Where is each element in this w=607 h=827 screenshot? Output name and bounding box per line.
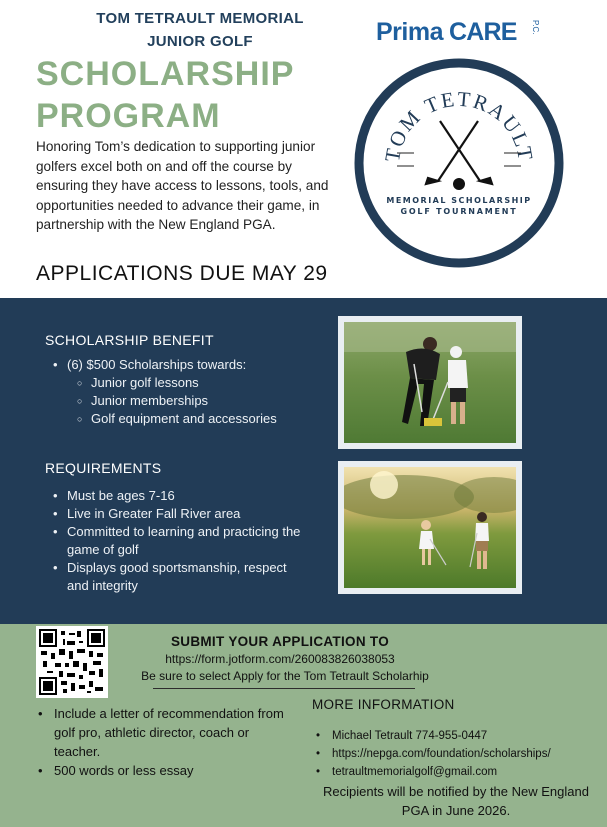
contact-email-link[interactable]: • tetraultmemorialgolf@gmail.com bbox=[316, 763, 606, 781]
memorial-badge bbox=[352, 56, 566, 270]
more-info-heading: MORE INFORMATION bbox=[312, 697, 455, 712]
badge-line-1: MEMORIAL SCHOLARSHIP bbox=[386, 196, 532, 205]
notification-note: Recipients will be notified by the New England PGA in June 2026. bbox=[323, 784, 589, 818]
benefit-main: (6) $500 Scholarships towards: bbox=[67, 357, 247, 372]
benefit-item bbox=[53, 356, 303, 428]
application-requirements-list bbox=[38, 704, 288, 780]
benefit-subitem: ○ Junior memberships bbox=[77, 392, 303, 410]
application-item: • Include a letter of recommendation from golf pro, athletic director, coach or teacher. bbox=[38, 704, 288, 761]
submission-section bbox=[0, 624, 607, 827]
header-section bbox=[0, 0, 607, 298]
header-line-1: TOM TETRAULT MEMORIAL bbox=[96, 10, 304, 27]
primacare-logo bbox=[376, 14, 546, 46]
deadline-banner: APPLICATIONS DUE MAY 29 bbox=[36, 262, 328, 285]
requirement-item: • Live in Greater Fall River area bbox=[53, 505, 303, 523]
contact-phone: • Michael Tetrault 774-955-0447 bbox=[316, 727, 606, 745]
requirements-list bbox=[53, 487, 303, 595]
application-url-link[interactable]: https://form.jotform.com/260083826038053 bbox=[165, 652, 395, 666]
benefit-subitem: ○ Junior golf lessons bbox=[77, 374, 303, 392]
benefit-list bbox=[53, 356, 303, 428]
benefit-sublist bbox=[77, 374, 303, 428]
benefit-subitem: ○ Golf equipment and accessories bbox=[77, 410, 303, 428]
svg-text:CARE: CARE bbox=[449, 18, 517, 46]
requirements-heading: REQUIREMENTS bbox=[45, 460, 162, 476]
application-item: • 500 words or less essay bbox=[38, 761, 288, 780]
coaching-photo bbox=[338, 316, 522, 449]
requirement-item: • Displays good sportsmanship, respect and integrity bbox=[53, 559, 303, 595]
title-line-1: SCHOLARSHIP bbox=[36, 55, 295, 93]
contact-website-link[interactable]: • https://nepga.com/foundation/scholarships/ bbox=[316, 745, 606, 763]
divider-line bbox=[153, 688, 415, 689]
badge-line-2: GOLF TOURNAMENT bbox=[400, 207, 518, 216]
svg-text:P.C.: P.C. bbox=[531, 20, 540, 35]
qr-code[interactable] bbox=[36, 626, 108, 698]
requirement-item: • Must be ages 7-16 bbox=[53, 487, 303, 505]
header-line-2: JUNIOR GOLF bbox=[147, 33, 253, 50]
requirement-item: • Committed to learning and practicing the game of golf bbox=[53, 523, 303, 559]
submit-heading: SUBMIT YOUR APPLICATION TO bbox=[170, 634, 390, 649]
kids-golf-photo bbox=[338, 461, 522, 594]
contact-list bbox=[316, 727, 606, 781]
details-section bbox=[0, 298, 607, 624]
badge-name: TOM TETRAULT bbox=[379, 86, 539, 164]
svg-text:Prima: Prima bbox=[376, 18, 443, 46]
submit-note: Be sure to select Apply for the Tom Tetrault Scholarhip bbox=[141, 669, 429, 683]
benefit-heading: SCHOLARSHIP BENEFIT bbox=[45, 332, 214, 348]
intro-paragraph: Honoring Tom’s dedication to supporting junior golfers excel both on and off the course by ensuring they have access to lessons, tools, and opportunities needed to advance their game, in partnership with the New England PGA. bbox=[36, 139, 329, 232]
title-line-2: PROGRAM bbox=[36, 97, 221, 135]
